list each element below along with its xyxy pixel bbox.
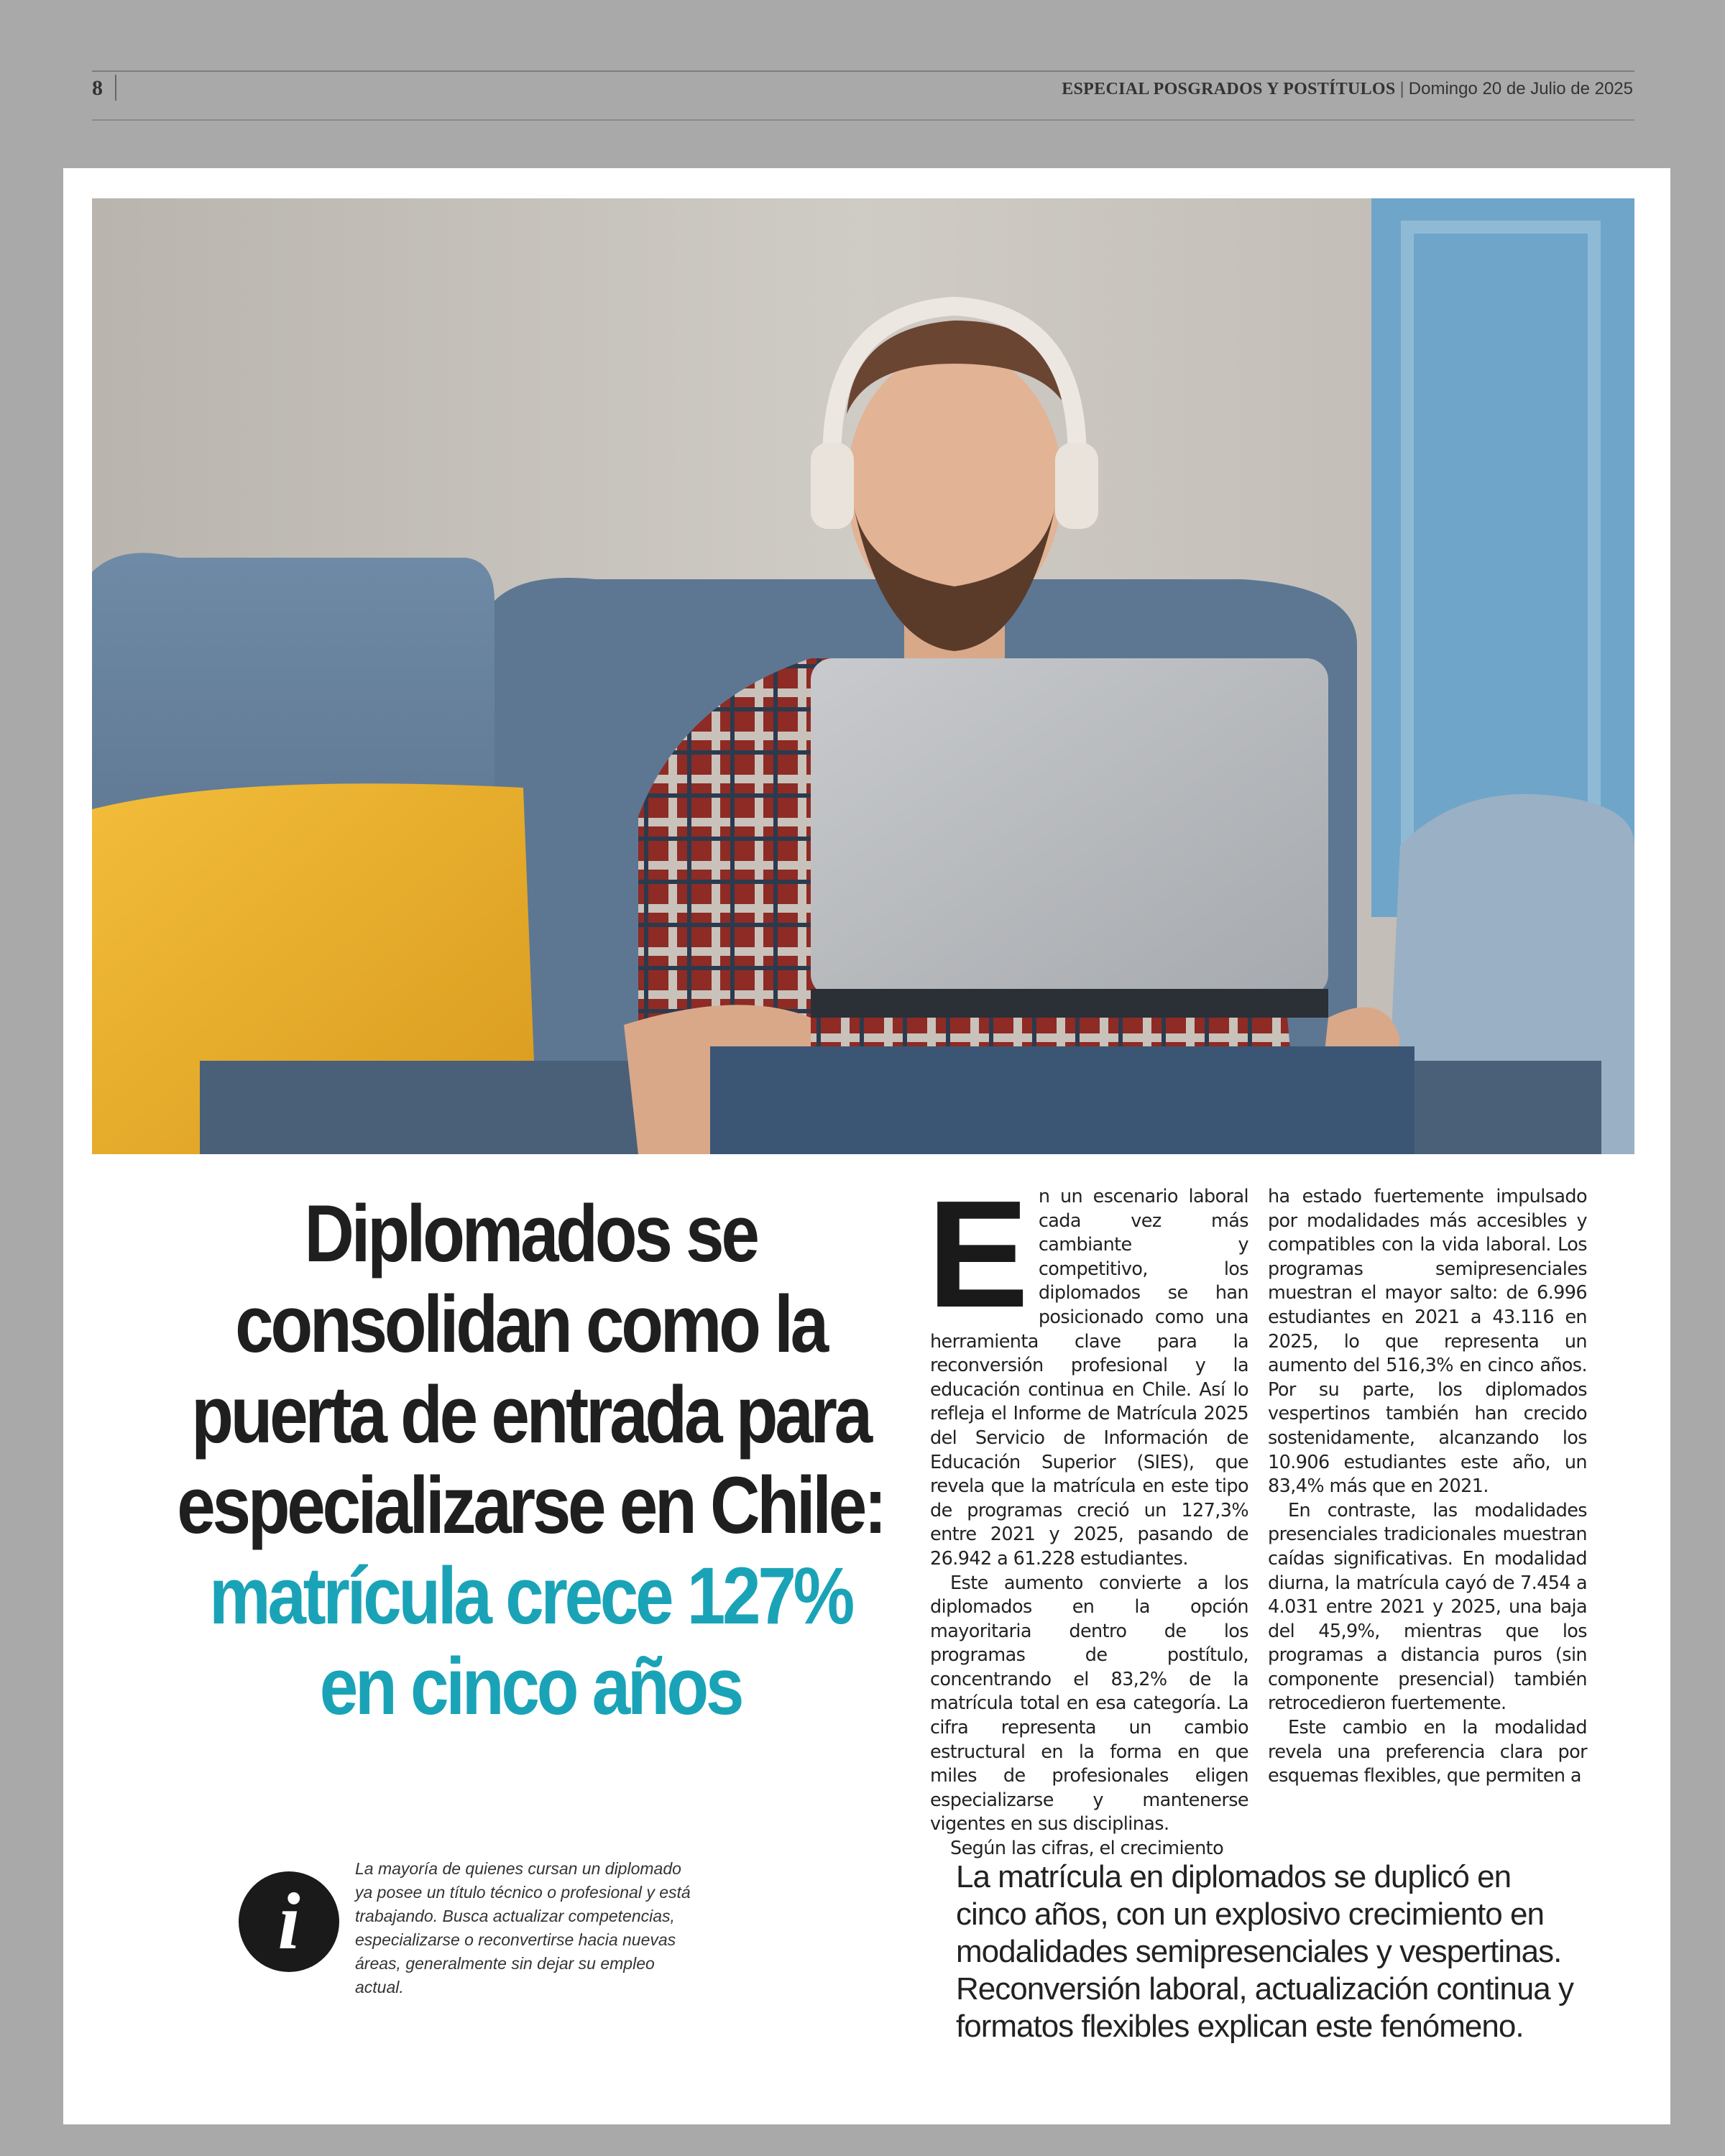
headline-accent-line-2: en cinco años: [319, 1641, 742, 1731]
page-number-divider: [115, 75, 116, 101]
header-rule-top: [92, 70, 1634, 72]
man-with-headphones-and-laptop-icon: [92, 198, 1634, 1154]
article-column-1: [927, 1169, 1248, 1861]
article-page: [63, 168, 1670, 2124]
headline-accent-line-1: matrícula crece 127%: [209, 1551, 852, 1641]
issue-date: Domingo 20 de Julio de 2025: [1408, 79, 1633, 98]
running-header: [1062, 79, 1633, 99]
article-paragraph: Este cambio en la modalidad revela una preferencia clara por esquemas flexibles, que permiten a: [1268, 1717, 1587, 1787]
section-title: ESPECIAL POSGRADOS Y POSTÍTULOS: [1062, 80, 1396, 98]
info-box-text: La mayoría de quienes cursan un diplomado ya posee un título técnico o profesional y está trabajando. Busca actualizar competencias, especializarse o reconvertirse hacia nuevas áreas, generalmente sin dejar su empleo actual.: [355, 1859, 691, 1996]
header-rule-bottom: [92, 119, 1634, 121]
headline-line-3: puerta de entrada para: [191, 1370, 870, 1460]
page-number: 8: [92, 76, 103, 100]
article-paragraph: ha estado fuertemente impulsado por modalidades más accesibles y compatibles con la vida laboral. Los programas semipresenciales muestran el mayor salto: de 6.996 estudiantes en 2021 a 43.116 en 2025, lo que representa un aumento del 516,3% en cinco años. Por su parte, los diplomados vespertinos también han crecido sostenidamente, alcanzando los 10.906 estudiantes este año, un 83,4% más que en 2021.: [1268, 1186, 1587, 1498]
drop-cap: E: [927, 1169, 1029, 1339]
info-icon: i: [239, 1871, 339, 1972]
article-paragraph: Este aumento convierte a los diplomados en la opción mayoritaria dentro de los programas de postítulo, concentrando el 83,2% de la matrícula total en esa categoría. La cifra representa un cambio estructural en la forma en que miles de profesionales eligen especializarse y mantenerse vigentes en sus disciplinas.: [930, 1572, 1248, 1835]
article-paragraph: [927, 1169, 1248, 1572]
headline-line-2: consolidan como la: [235, 1279, 826, 1369]
article-summary: La matrícula en diplomados se duplicó en cinco años, con un explosivo crecimiento en modalidades semipresenciales y vespertinas. Reconversión laboral, actualización continua y formatos flexibles explican este fenómeno.: [956, 1859, 1573, 2044]
headline-line-4: especializarse en Chile:: [177, 1460, 884, 1550]
headline: [153, 1189, 907, 1732]
headline-line-1: Diplomados se: [304, 1189, 757, 1279]
article-paragraph: En contraste, las modalidades presenciales tradicionales muestran caídas significativas. En modalidad diurna, la matrícula cayó de 7.454 a 4.031 entre 2021 y 2025, una baja del 45,9%, mientras que los programas a distancia puros (sin componente presencial) también retrocedieron fuertemente.: [1268, 1499, 1587, 1715]
article-column-2: [1268, 1185, 1587, 1789]
article-lead-text: n un escenario laboral cada vez más cambiante y competitivo, los diplomados se han posicionado como una herramienta clave para la reconversión profesional y la educación continua en Chile. Así lo refleja el Informe de Matrícula 2025 del Servicio de Información de Educación Superior (SIES), que revela que la matrícula en este tipo de programas creció un 127,3% entre 2021 y 2025, pasando de 26.942 a 61.228 estudiantes.: [930, 1186, 1248, 1570]
header-separator: |: [1399, 79, 1404, 98]
article-paragraph: Según las cifras, el crecimiento: [950, 1838, 1224, 1860]
